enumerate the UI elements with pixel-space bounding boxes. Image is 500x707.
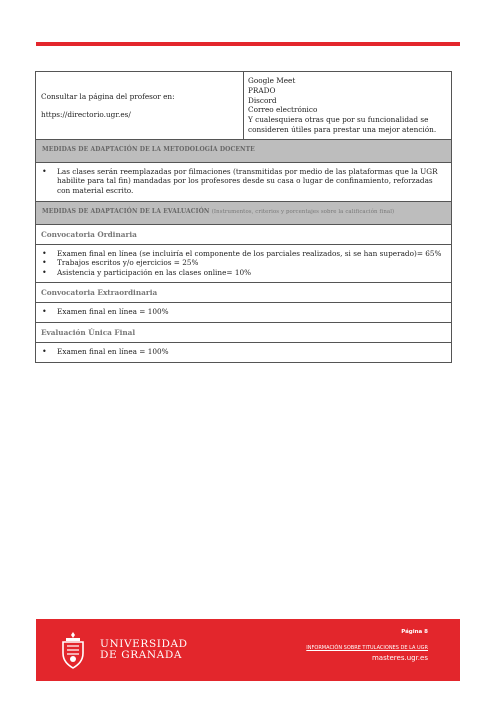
- tool-item: Google Meet: [248, 76, 296, 85]
- titulaciones-link[interactable]: INFORMACIÓN SOBRE TITULACIONES DE LA UGR: [306, 645, 428, 651]
- unica-content: [36, 342, 452, 362]
- extraordinaria-header: Convocatoria Extraordinaria: [36, 283, 452, 303]
- tool-item: PRADO: [248, 85, 276, 95]
- evaluation-subtitle: (Instrumentos, criterios y porcentajes sobre la calificación final): [211, 208, 395, 215]
- extraordinaria-content: [36, 303, 452, 323]
- directory-link[interactable]: https://directorio.ugr.es/: [41, 110, 131, 119]
- professor-page-label: Consultar la página del profesor en:: [41, 92, 175, 101]
- university-crest-icon: [58, 631, 88, 669]
- evaluation-title: MEDIDAS DE ADAPTACIÓN DE LA EVALUACIÓN: [42, 207, 210, 215]
- ordinaria-header: Convocatoria Ordinaria: [36, 224, 452, 244]
- tools-cell: [244, 72, 452, 140]
- professor-page-cell: [36, 72, 244, 140]
- methodology-title: MEDIDAS DE ADAPTACIÓN DE LA METODOLOGÍA DOCENTE: [42, 145, 255, 153]
- website-link[interactable]: masteres.ugr.es: [371, 654, 428, 662]
- tool-item: Correo electrónico: [248, 105, 318, 115]
- guide-table: [35, 71, 452, 363]
- ordinaria-content: [36, 244, 452, 283]
- list-item: • Examen final en línea (se incluiría el componente de los parciales realizados, si se han superado)= 65%: [41, 249, 445, 259]
- methodology-section-header: [36, 139, 452, 162]
- methodology-content: [36, 162, 452, 201]
- university-name-line2: DE GRANADA: [100, 649, 183, 661]
- list-item: • Examen final en línea = 100%: [41, 347, 445, 357]
- list-item: • Asistencia y participación en las clases online= 10%: [41, 268, 445, 278]
- university-name-line1: UNIVERSIDAD: [100, 638, 188, 650]
- page-number: Página 8: [401, 629, 428, 635]
- list-item: • Examen final en línea = 100%: [41, 307, 445, 317]
- unica-header: Evaluación Única Final: [36, 322, 452, 342]
- evaluation-section-header: [36, 201, 452, 224]
- list-item: • Trabajos escritos y/o ejercicios = 25%: [41, 258, 445, 268]
- contact-row: [36, 72, 452, 140]
- tool-item: Discord: [248, 95, 277, 105]
- university-name: [100, 639, 188, 661]
- tool-item: Y cualesquiera otras que por su funcionalidad se consideren útiles para prestar una mejor atención.: [248, 115, 437, 134]
- header-red-rule: [36, 42, 460, 46]
- list-item: • Las clases serán reemplazadas por filmaciones (transmitidas por medio de las plataformas que la UGR habilite para tal fin) mandadas por los profesores desde su casa o lugar de confinamiento, reforzadas con material escrito.: [41, 167, 445, 196]
- footer-banner: [36, 619, 460, 681]
